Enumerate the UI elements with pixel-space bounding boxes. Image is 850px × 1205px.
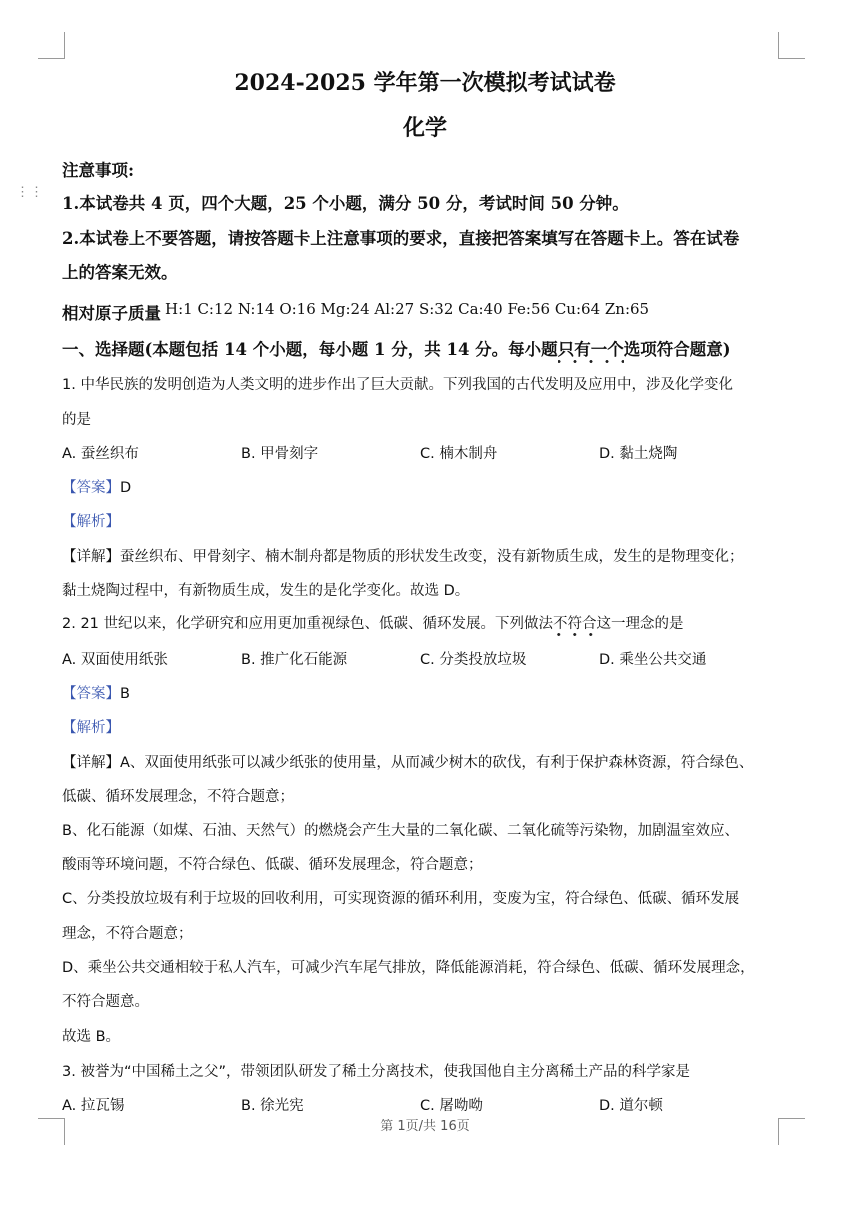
notice-item-2-line-2: 上的答案无效。 [62, 263, 178, 282]
q2-detail-a-text-1: A、双面使用纸张可以减少纸张的使用量，从而减少树木的砍伐，有利于保护森林资源，符合绿色、 [120, 755, 754, 771]
q2-option-b: B. 推广化石能源 [241, 652, 348, 668]
q2-answer-tag: 【答案】 [62, 686, 120, 702]
crop-mark-top-right [778, 32, 805, 59]
q2-option-c: C. 分类投放垃圾 [420, 652, 527, 668]
q1-detail-line-1 [62, 545, 744, 566]
q1-option-c: C. 楠木制舟 [420, 446, 498, 462]
q1-answer-row [62, 476, 131, 497]
notice-heading: 注意事项: [62, 161, 135, 180]
q1-detail-tag: 【详解】 [62, 549, 120, 565]
section-1-heading-emphasis: 只有一个 [558, 340, 624, 364]
q2-analysis-tag: 【解析】 [62, 720, 120, 736]
q3-stem: 3. 被誉为“中国稀土之父”，带领团队研发了稀土分离技术，使我国他自主分离稀土产品的科学家是 [62, 1064, 690, 1080]
section-1-heading-suffix: 选项符合题意) [623, 340, 731, 359]
q1-analysis-tag: 【解析】 [62, 514, 120, 530]
q2-stem-suffix: 这一理念的是 [596, 616, 684, 632]
q2-detail-c-line-1: C、分类投放垃圾有利于垃圾的回收利用，可实现资源的循环利用，变废为宝，符合绿色、低碳、循环发展 [62, 891, 740, 907]
q2-answer-row [62, 682, 130, 703]
crop-mark-top-left [38, 32, 65, 59]
q2-stem-prefix: 2. 21 世纪以来，化学研究和应用更加重视绿色、低碳、循环发展。下列做法 [62, 616, 554, 632]
subject-title: 化学 [402, 115, 447, 141]
notice-item-1: 1.本试卷共 4 页，四个大题，25 个小题，满分 50 分，考试时间 50 分钟。 [62, 194, 629, 213]
q1-option-d: D. 黏土烧陶 [599, 446, 678, 462]
q3-option-b: B. 徐光宪 [241, 1098, 304, 1114]
q1-answer: D [120, 480, 132, 496]
exam-title: 2024-2025 学年第一次模拟考试试卷 [234, 70, 616, 96]
atomic-masses-row [62, 300, 649, 324]
q2-option-a: A. 双面使用纸张 [62, 652, 168, 668]
q2-detail-d-line-2: 不符合题意。 [62, 994, 149, 1010]
q2-answer: B [120, 686, 130, 702]
notice-item-2-line-1: 2.本试卷上不要答题，请按答题卡上注意事项的要求，直接把答案填写在答题卡上。答在试卷 [62, 229, 740, 248]
page-number: 第 1页/共 16页 [380, 1119, 470, 1134]
q3-option-c: C. 屠呦呦 [420, 1098, 483, 1114]
q2-detail-b-line-2: 酸雨等环境问题，不符合绿色、低碳、循环发展理念，符合题意； [62, 857, 483, 873]
q1-detail-line-2: 黏土烧陶过程中，有新物质生成，发生的是化学变化。故选 D。 [62, 583, 470, 599]
atomic-masses-label: 相对原子质量 [62, 304, 161, 323]
q2-detail-c-line-2: 理念，不符合题意； [62, 926, 193, 942]
q3-option-d: D. 道尔顿 [599, 1098, 663, 1114]
section-1-heading-prefix: 一、选择题(本题包括 14 个小题，每小题 1 分，共 14 分。每小题 [62, 340, 558, 359]
q1-detail-text-1: 蚕丝织布、甲骨刻字、楠木制舟都是物质的形状发生改变，没有新物质生成，发生的是物理变化； [120, 549, 744, 565]
q2-detail-a-line-1 [62, 751, 753, 772]
q2-stem [62, 612, 684, 633]
atomic-masses-values: H:1 C:12 N:14 O:16 Mg:24 Al:27 S:32 Ca:40 Fe:56 Cu:64 Zn:65 [165, 300, 650, 318]
section-1-heading [62, 336, 731, 360]
q1-option-b: B. 甲骨刻字 [241, 446, 319, 462]
q2-detail-d-line-1: D、乘坐公共交通相较于私人汽车，可减少汽车尾气排放，降低能源消耗，符合绿色、低碳、循环发展理念， [62, 960, 755, 976]
q1-stem-line-2: 的是 [62, 412, 91, 428]
q2-detail-b-line-1: B、化石能源（如煤、石油、天然气）的燃烧会产生大量的二氧化碳、二氧化硫等污染物，加剧温室效应、 [62, 823, 739, 839]
q3-option-a: A. 拉瓦锡 [62, 1098, 125, 1114]
q2-conclusion: 故选 B。 [62, 1029, 121, 1045]
q1-answer-tag: 【答案】 [62, 480, 120, 496]
q2-detail-tag: 【详解】 [62, 755, 120, 771]
q1-stem-line-1: 1. 中华民族的发明创造为人类文明的进步作出了巨大贡献。下列我国的古代发明及应用中，涉及化学变化 [62, 377, 733, 393]
q1-option-a: A. 蚕丝织布 [62, 446, 139, 462]
q2-detail-a-line-2: 低碳、循环发展理念，不符合题意； [62, 789, 294, 805]
q2-stem-emphasis: 不符合 [553, 616, 597, 637]
drag-handle-icon[interactable]: ⋮⋮ [16, 185, 44, 200]
q2-option-d: D. 乘坐公共交通 [599, 652, 707, 668]
